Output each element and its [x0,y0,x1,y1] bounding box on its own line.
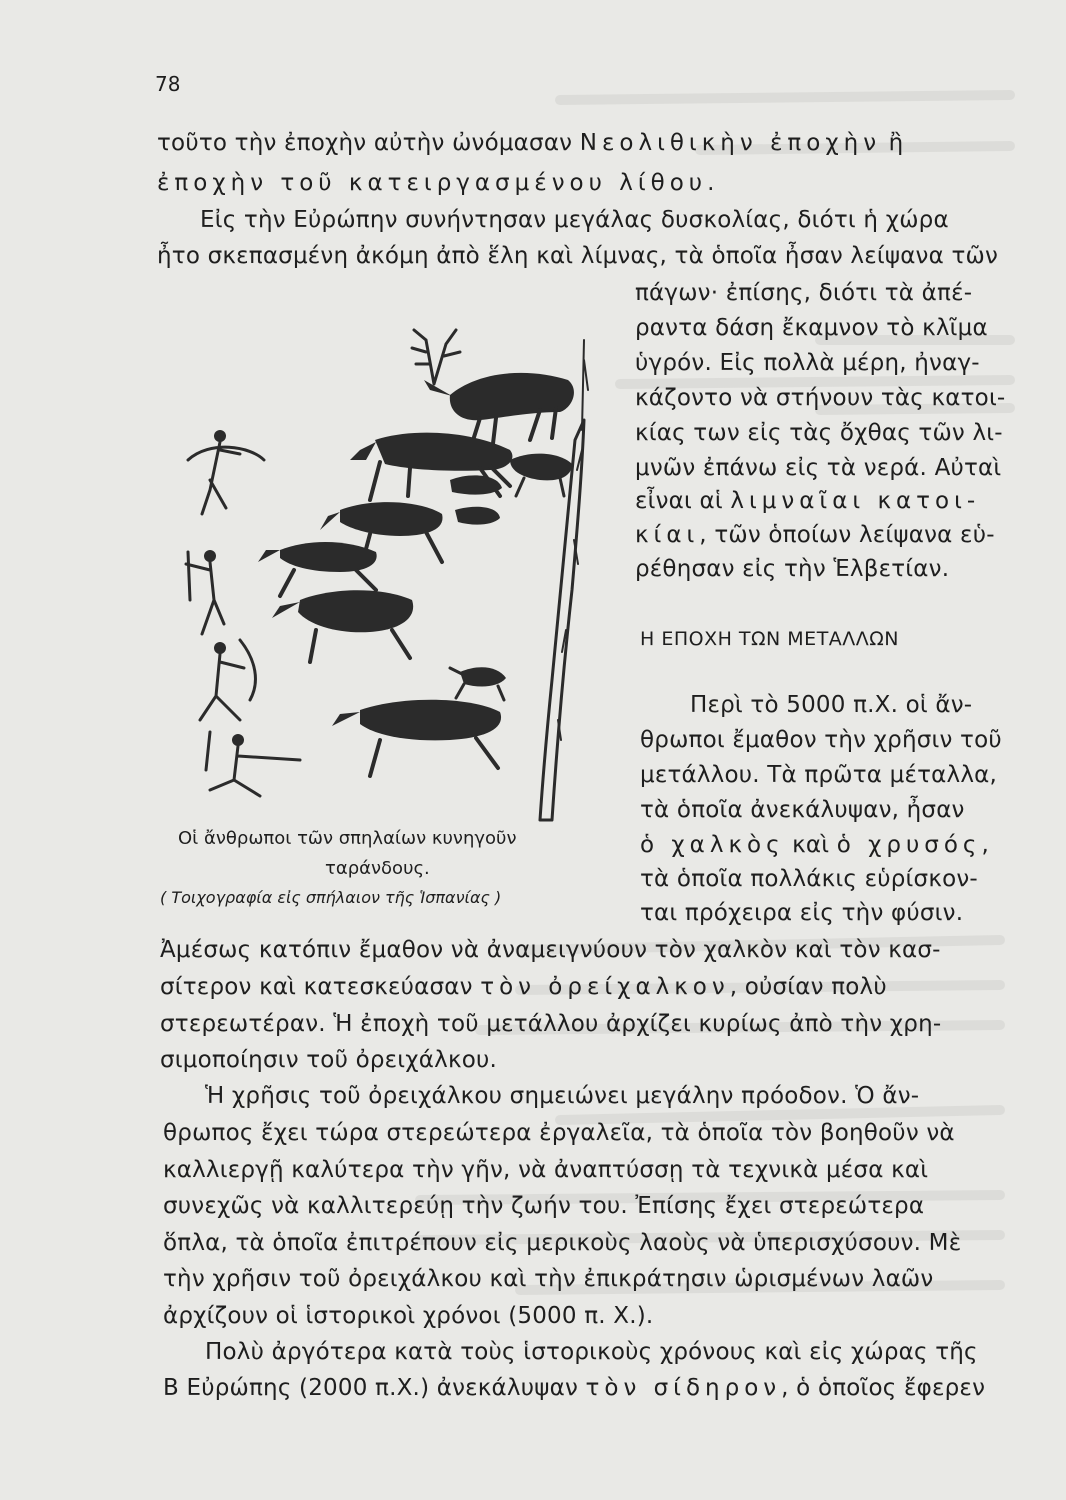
cave-painting-figure [180,300,600,830]
text-line: ται πρόχειρα εἰς τὴν φύσιν. [640,900,964,926]
text-line: Ἡ χρῆσις τοῦ ὀρειχάλκου σημειώνει μεγάλην πρόοδον. Ὁ ἄν- [205,1083,920,1109]
text-line: συνεχῶς νὰ καλλιτερεύῃ τὴν ζωήν του. Ἐπίσης ἔχει στερεώτερα [163,1193,925,1219]
text-run: . [707,170,715,196]
text-run: σίτερον καὶ κατεσκεύασαν [160,974,481,1000]
text-line: μνῶν ἐπάνω εἰς τὰ νερά. Αὐταὶ [635,455,1002,481]
text-line: στερεωτέραν. Ἡ ἐποχὴ τοῦ μετάλλου ἀρχίζει κυρίως ἀπὸ τὴν χρη- [160,1011,942,1037]
figure-caption-cont: ταράνδους. [325,858,430,879]
text-line: θρωπος ἔχει τώρα στερεώτερα ἐργαλεῖα, τὰ ὁποῖα τὸν βοηθοῦν νὰ [163,1120,955,1146]
text-line [635,522,995,548]
text-line: Περὶ τὸ 5000 π.Χ. οἱ ἄν- [690,692,973,718]
text-line: Ἀμέσως κατόπιν ἔμαθον νὰ ἀναμειγνύουν τὸν χαλκὸν καὶ τὸν κασ- [160,937,941,963]
page-number: 78 [155,72,181,96]
text-line: μετάλλου. Τὰ πρῶτα μέταλλα, [640,762,998,788]
text-line: ὅπλα, τὰ ὁποῖα ἐπιτρέπουν εἰς μερικοὺς λαοὺς νὰ ὑπερισχύσουν. Μὲ [163,1230,962,1256]
emphasis-term: λιμναῖαι κατοι- [730,488,981,514]
text-line: σιμοποίησιν τοῦ ὀρειχάλκου. [160,1047,497,1073]
text-line: ρέθησαν εἰς τὴν Ἑλβετίαν. [635,556,950,582]
text-run: καὶ [784,832,837,858]
text-line: Εἰς τὴν Εὐρώπην συνήντησαν μεγάλας δυσκολίας, διότι ἡ χώρα [200,207,949,233]
text-line: ἦτο σκεπασμένη ἀκόμη ἀπὸ ἕλη καὶ λίμνας, τὰ ὁποῖα ἦσαν λείψανα τῶν [157,243,999,269]
section-heading: Η ΕΠΟΧΗ ΤΩΝ ΜΕΤΑΛΛΩΝ [640,628,900,650]
text-line [157,170,715,196]
emphasis-term: τὸν ὀρείχαλκον [480,974,730,1000]
text-run: , τῶν ὁποίων λείψανα εὑ- [699,522,995,548]
text-line [635,488,980,514]
hunter-figures [186,430,300,796]
text-line: θρωποι ἔμαθον τὴν χρῆσιν τοῦ [640,727,1002,753]
figure-caption: Οἱ ἄνθρωποι τῶν σπηλαίων κυνηγοῦν [178,828,517,849]
reindeer-herd [258,433,572,776]
emphasis-term: Νεολιθικὴν ἐποχὴν [579,130,882,156]
emphasis-term: ἐποχὴν τοῦ κατειργασμένου λίθου [157,170,708,196]
figure-source: ( Τοιχογραφία εἰς σπήλαιον τῆς Ἱσπανίας ) [160,888,502,907]
text-run: εἶναι αἱ [635,488,731,514]
text-line: πάγων· ἐπίσης, διότι τὰ ἀπέ- [635,280,973,306]
text-line: καλλιεργῇ καλύτερα τὴν γῆν, νὰ ἀναπτύσσῃ τὰ τεχνικὰ μέσα καὶ [163,1157,929,1183]
text-run: , ὁ ὁποῖος ἔφερεν [781,1375,986,1401]
text-run: ἢ [881,130,904,156]
text-line: κάζοντο νὰ στήνουν τὰς κατοι- [635,385,1006,411]
text-run: τοῦτο τὴν ἐποχὴν αὐτὴν ὠνόμασαν [157,130,580,156]
text-line [157,130,903,156]
text-line: κίας των εἰς τὰς ὄχθας τῶν λι- [635,420,1003,446]
text-line [163,1375,985,1401]
emphasis-term: τὸν σίδηρον [585,1375,782,1401]
text-line: Πολὺ ἀργότερα κατὰ τοὺς ἱστορικοὺς χρόνους καὶ εἰς χώρας τῆς [205,1339,978,1365]
text-line: ὑγρόν. Εἰς πολλὰ μέρη, ἠναγ- [635,350,980,376]
text-line: ραντα δάση ἔκαμνον τὸ κλῖμα [635,315,988,341]
emphasis-term: κίαι [635,522,700,548]
text-line [160,974,887,1000]
text-run: , οὐσίαν πολὺ [729,974,887,1000]
text-line: ἀρχίζουν οἱ ἱστορικοὶ χρόνοι (5000 π. Χ.). [163,1303,654,1329]
text-run: Β Εὐρώπης (2000 π.Χ.) ἀνεκάλυψαν [163,1375,586,1401]
text-run: , [981,832,989,858]
emphasis-term: ὁ χρυσός [836,832,982,858]
text-line: τὰ ὁποῖα ἀνεκάλυψαν, ἦσαν [640,797,965,823]
text-line: τὰ ὁποῖα πολλάκις εὑρίσκον- [640,866,978,892]
text-line [640,832,989,858]
text-line: τὴν χρῆσιν τοῦ ὀρειχάλκου καὶ τὴν ἐπικράτησιν ὡρισμένων λαῶν [163,1266,934,1292]
emphasis-term: ὁ χαλκὸς [640,832,785,858]
